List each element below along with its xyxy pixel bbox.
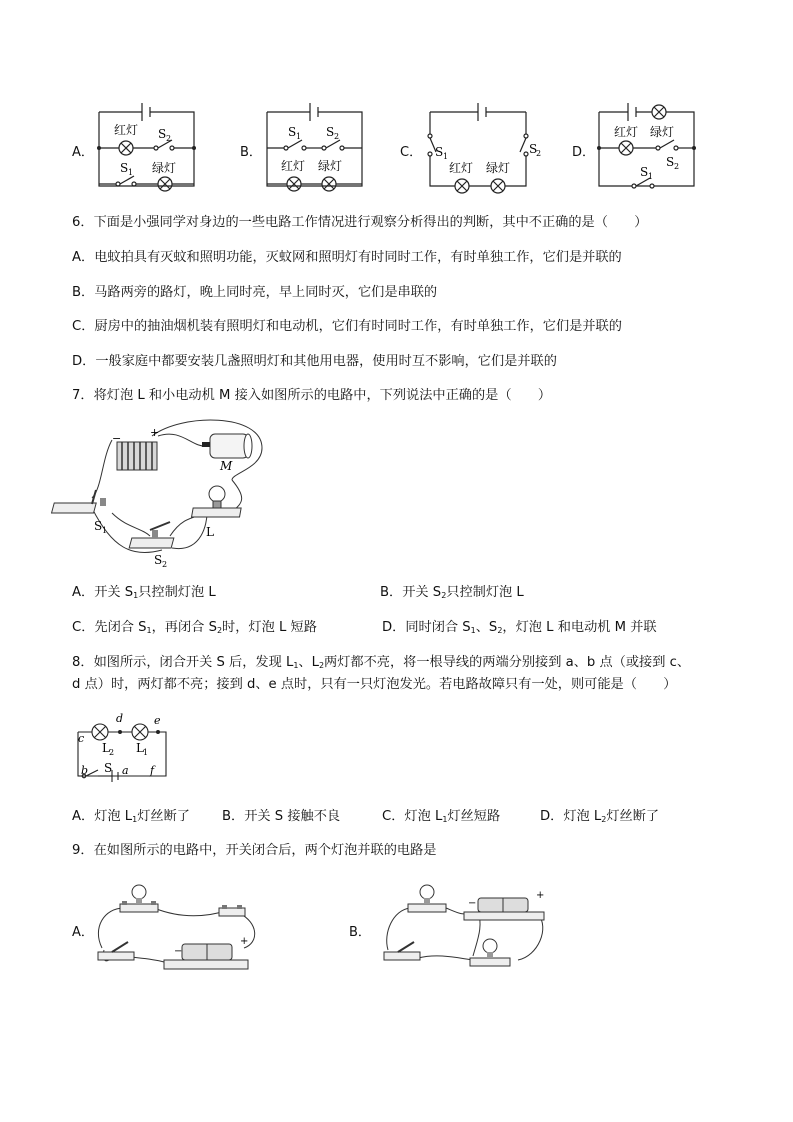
option-b: B．开关 S 接触不良 [222,809,341,824]
option-c: C．灯泡 $L_1$灯丝短路 [382,809,501,824]
svg-text:S: S [435,145,444,159]
option-d: D．同时闭合 $S_1$、$S_2$，灯泡 L 和电动机 M 并联 [382,620,657,635]
q8-circuit-figure [72,710,172,785]
circuit-diagram-c [422,98,542,195]
svg-text:红灯: 红灯 [614,125,639,139]
circuit-diagram-d [594,98,699,195]
option-letter: D． [572,145,596,160]
question-stem-line-2: d 点）时，两灯都不亮；接到 d、e 点时，只有一只灯泡发光。若电路故障只有一处，则可能是（ ） [72,677,677,692]
svg-text:绿灯: 绿灯 [318,159,343,173]
svg-text:S: S [104,761,113,775]
svg-text:L: L [102,741,110,755]
svg-text:2: 2 [334,132,340,141]
svg-text:2: 2 [166,134,172,143]
option-a: A．电蚊拍具有灭蚊和照明功能，灭蚊网和照明灯有时同时工作，有时单独工作，它们是并联的 [72,250,622,265]
svg-text:1: 1 [102,526,108,535]
svg-text:红灯: 红灯 [281,159,306,173]
question-stem: 6．下面是小强同学对身边的一些电路工作情况进行观察分析得出的判断，其中不正确的是（ ） [72,215,648,230]
svg-text:S: S [666,155,675,169]
svg-text:+: + [240,936,249,947]
svg-text:−: − [468,898,477,909]
svg-text:S: S [158,127,167,141]
circuit-diagram-a [94,98,199,195]
question-stem: 7．将灯泡 L 和小电动机 M 接入如图所示的电路中，下列说法中正确的是（ ） [72,388,552,403]
svg-text:S: S [120,161,129,175]
svg-text:S: S [288,125,297,139]
option-letter: C． [400,145,423,160]
svg-text:S: S [529,142,538,156]
option-a: A．开关 $S_1$只控制灯泡 L [72,585,216,600]
svg-text:f: f [150,764,155,777]
svg-text:S: S [326,125,335,139]
svg-text:绿灯: 绿灯 [650,125,675,139]
svg-text:2: 2 [536,149,542,158]
svg-text:+: + [536,890,545,901]
question-stem-line-1: 8．如图所示，闭合开关 S 后，发现 $L_1$、$L_2$两灯都不亮，将一根导线的两端分别接到 a、b 点（或接到 c、 [72,655,691,670]
svg-text:1: 1 [143,748,149,757]
svg-text:b: b [81,764,89,777]
option-b-letter: B． [349,925,371,940]
svg-text:绿灯: 绿灯 [486,161,511,175]
q9-circuit-b [378,878,548,973]
q7-circuit-figure [72,418,272,568]
option-b: B．马路两旁的路灯，晚上同时亮，早上同时灭，它们是串联的 [72,285,438,300]
svg-text:e: e [154,714,161,727]
svg-text:M: M [220,459,233,473]
option-c: C．先闭合 $S_1$，再闭合 $S_2$时，灯泡 L 短路 [72,620,317,635]
svg-text:S: S [154,553,163,567]
svg-text:2: 2 [162,560,168,569]
svg-text:S: S [94,519,103,533]
svg-text:d: d [116,712,124,725]
svg-text:2: 2 [109,748,115,757]
svg-text:1: 1 [648,172,654,181]
svg-text:1: 1 [443,152,449,161]
svg-text:1: 1 [128,168,134,177]
q9-circuit-a [94,878,259,973]
option-c: C．厨房中的抽油烟机装有照明灯和电动机，它们有时同时工作，有时单独工作，它们是并联的 [72,319,622,334]
option-d: D．灯泡 $L_2$灯丝断了 [540,809,660,824]
svg-text:红灯: 红灯 [449,161,474,175]
option-a-letter: A． [72,925,94,940]
svg-text:L: L [206,525,214,539]
option-b: B．开关 $S_2$只控制灯泡 L [380,585,524,600]
svg-text:L: L [136,741,144,755]
svg-text:绿灯: 绿灯 [152,161,177,175]
svg-text:2: 2 [674,162,680,171]
svg-text:红灯: 红灯 [114,123,139,137]
svg-text:1: 1 [296,132,302,141]
option-letter: B． [240,145,262,160]
svg-text:−: − [174,946,183,957]
svg-text:c: c [78,732,85,745]
option-a: A．灯泡 $L_1$灯丝断了 [72,809,190,824]
option-letter: A． [72,145,94,160]
svg-text:a: a [122,764,129,777]
svg-text:−: − [112,432,122,445]
svg-text:+: + [150,426,160,439]
option-d: D．一般家庭中都要安装几盏照明灯和其他用电器，使用时互不影响，它们是并联的 [72,354,557,369]
question-stem: 9．在如图所示的电路中，开关闭合后，两个灯泡并联的电路是 [72,843,437,858]
circuit-diagram-b [262,98,367,195]
svg-text:S: S [640,165,649,179]
